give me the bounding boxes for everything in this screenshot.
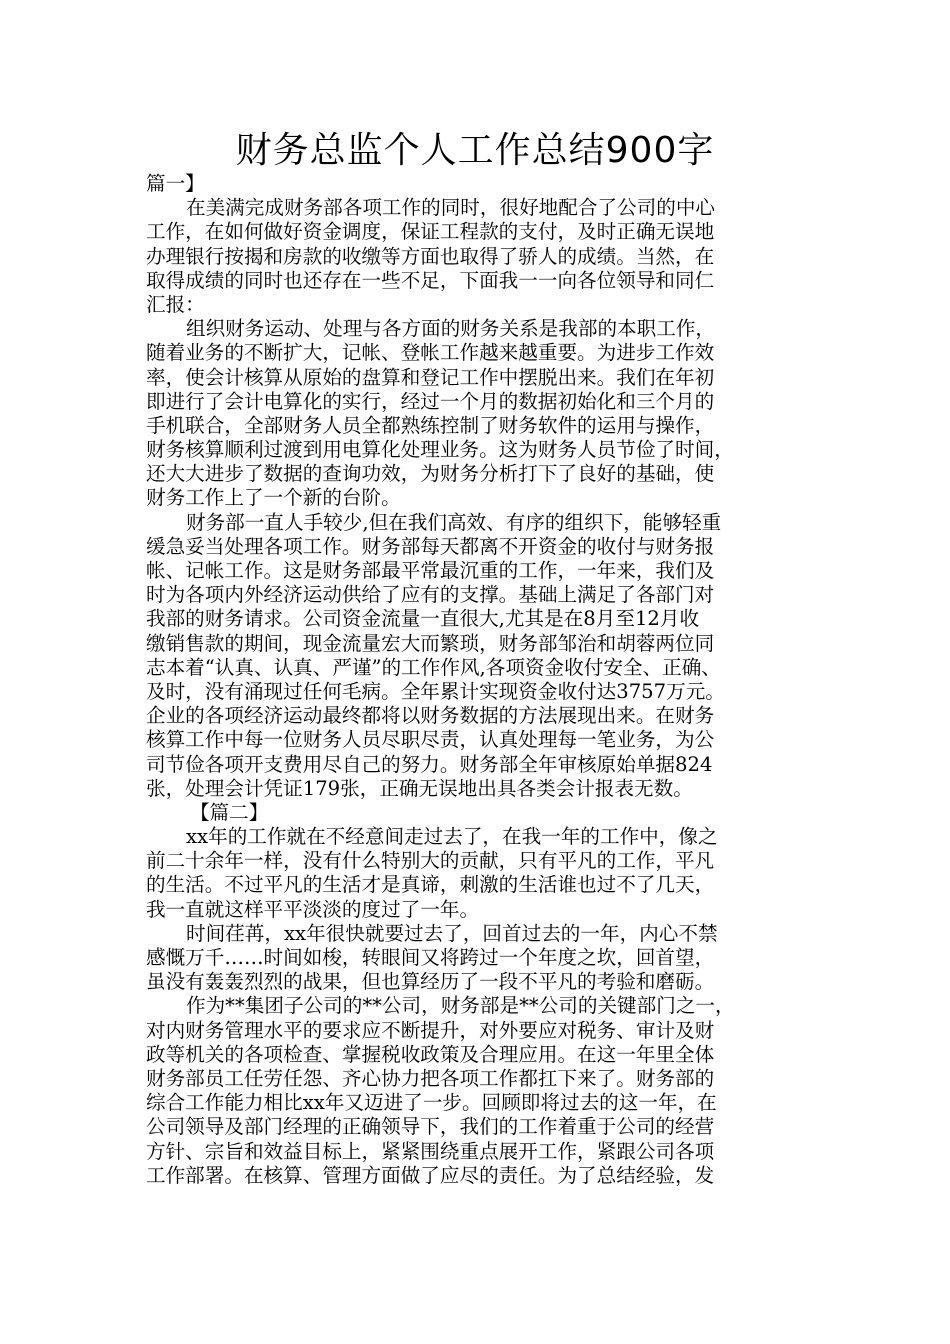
- document-title: 财务总监个人工作总结900字: [235, 130, 715, 171]
- text-line: 及时，没有涌现过任何毛病。全年累计实现资金收付达3757万元。: [146, 679, 725, 703]
- text-line: 虽没有轰轰烈烈的战果，但也算经历了一段不平凡的考验和磨砺。: [146, 970, 715, 994]
- text-line: 手机联合，全部财务人员全都熟练控制了财务软件的运用与操作，: [146, 413, 715, 437]
- text-line: 企业的各项经济运动最终都将以财务数据的方法展现出来。在财务: [146, 704, 715, 728]
- text-line: 感慨万千……时间如梭，转眼间又将跨过一个年度之坎，回首望，: [146, 946, 715, 969]
- text-line: 时间荏苒，xx年很快就要过去了，回首过去的一年，内心不禁: [186, 921, 718, 945]
- text-line: 核算工作中每一位财务人员尽职尽责，认真处理每一笔业务，为公: [146, 728, 715, 752]
- text-line: 前二十余年一样，没有什么特别大的贡献，只有平凡的工作，平凡: [146, 849, 715, 873]
- text-line: 时为各项内外经济运动供给了应有的支撑。基础上满足了各部门对: [146, 583, 715, 607]
- text-line: 政等机关的各项检查、掌握税收政策及合理应用。在这一年里全体: [146, 1042, 715, 1066]
- text-line: 财务部员工任劳任怨、齐心协力把各项工作都扛下来了。财务部的: [146, 1066, 715, 1090]
- text-line: 财务部一直人手较少,但在我们高效、有序的组织下，能够轻重: [186, 510, 722, 534]
- text-line: 公司领导及部门经理的正确领导下，我们的工作着重于公司的经营: [146, 1115, 715, 1139]
- text-line: 汇报：: [146, 292, 205, 316]
- text-line: 张，处理会计凭证179张，正确无误地出具各类会计报表无数。: [146, 776, 693, 800]
- text-line: 司节俭各项开支费用尽自己的努力。财务部全年审核原始单据824: [146, 752, 713, 776]
- text-line: 即进行了会计电算化的实行，经过一个月的数据初始化和三个月的: [146, 389, 715, 413]
- text-line: xx年的工作就在不经意间走过去了，在我一年的工作中，像之: [186, 825, 718, 849]
- text-line: 缓急妥当处理各项工作。财务部每天都离不开资金的收付与财务报: [146, 534, 715, 558]
- text-line: 篇一】: [146, 172, 205, 195]
- text-line: 财务核算顺利过渡到用电算化处理业务。这为财务人员节俭了时间，: [146, 438, 734, 462]
- section-heading: 【篇二】: [190, 800, 269, 824]
- text-line: 方针、宗旨和效益目标上，紧紧围绕重点展开工作，紧跟公司各项: [146, 1139, 715, 1163]
- text-line: 率，使会计核算从原始的盘算和登记工作中摆脱出来。我们在年初: [146, 365, 715, 389]
- text-line: 志本着“认真、认真、严谨”的工作作风,各项资金收付安全、正确、: [146, 655, 721, 679]
- text-line: 帐、记帐工作。这是财务部最平常最沉重的工作，一年来，我们及: [146, 559, 715, 582]
- text-line: 对内财务管理水平的要求应不断提升，对外要应对税务、审计及财: [146, 1018, 715, 1042]
- document-body: [146, 172, 826, 1188]
- text-line: 我一直就这样平平淡淡的度过了一年。: [146, 897, 480, 921]
- text-line: 的生活。不过平凡的生活才是真谛，刺激的生活谁也过不了几天，: [146, 873, 715, 897]
- text-line: 组织财务运动、处理与各方面的财务关系是我部的本职工作，: [186, 317, 716, 341]
- text-line: 作为**集团子公司的**公司，财务部是**公司的关键部门之一，: [186, 994, 735, 1018]
- text-line: 取得成绩的同时也还存在一些不足，下面我一一向各位领导和同仁: [146, 268, 715, 292]
- text-line: 随着业务的不断扩大，记帐、登帐工作越来越重要。为进步工作效: [146, 341, 715, 365]
- text-line: 在美满完成财务部各项工作的同时，很好地配合了公司的中心: [186, 196, 716, 220]
- text-line: 财务工作上了一个新的台阶。: [146, 486, 401, 510]
- text-line: 工作部署。在核算、管理方面做了应尽的责任。为了总结经验，发: [146, 1163, 715, 1187]
- text-line: 我部的财务请求。公司资金流量一直很大,尤其是在8月至12月收: [146, 607, 700, 631]
- text-line: 综合工作能力相比xx年又迈进了一步。回顾即将过去的这一年，在: [146, 1091, 717, 1115]
- text-line: 办理银行按揭和房款的收缴等方面也取得了骄人的成绩。当然，在: [146, 244, 715, 268]
- text-line: 缴销售款的期间，现金流量宏大而繁琐，财务部邹治和胡蓉两位同: [146, 631, 715, 655]
- text-line: 还大大进步了数据的查询功效，为财务分析打下了良好的基础，使: [146, 462, 715, 486]
- text-line: 工作，在如何做好资金调度，保证工程款的支付，及时正确无误地: [146, 220, 715, 244]
